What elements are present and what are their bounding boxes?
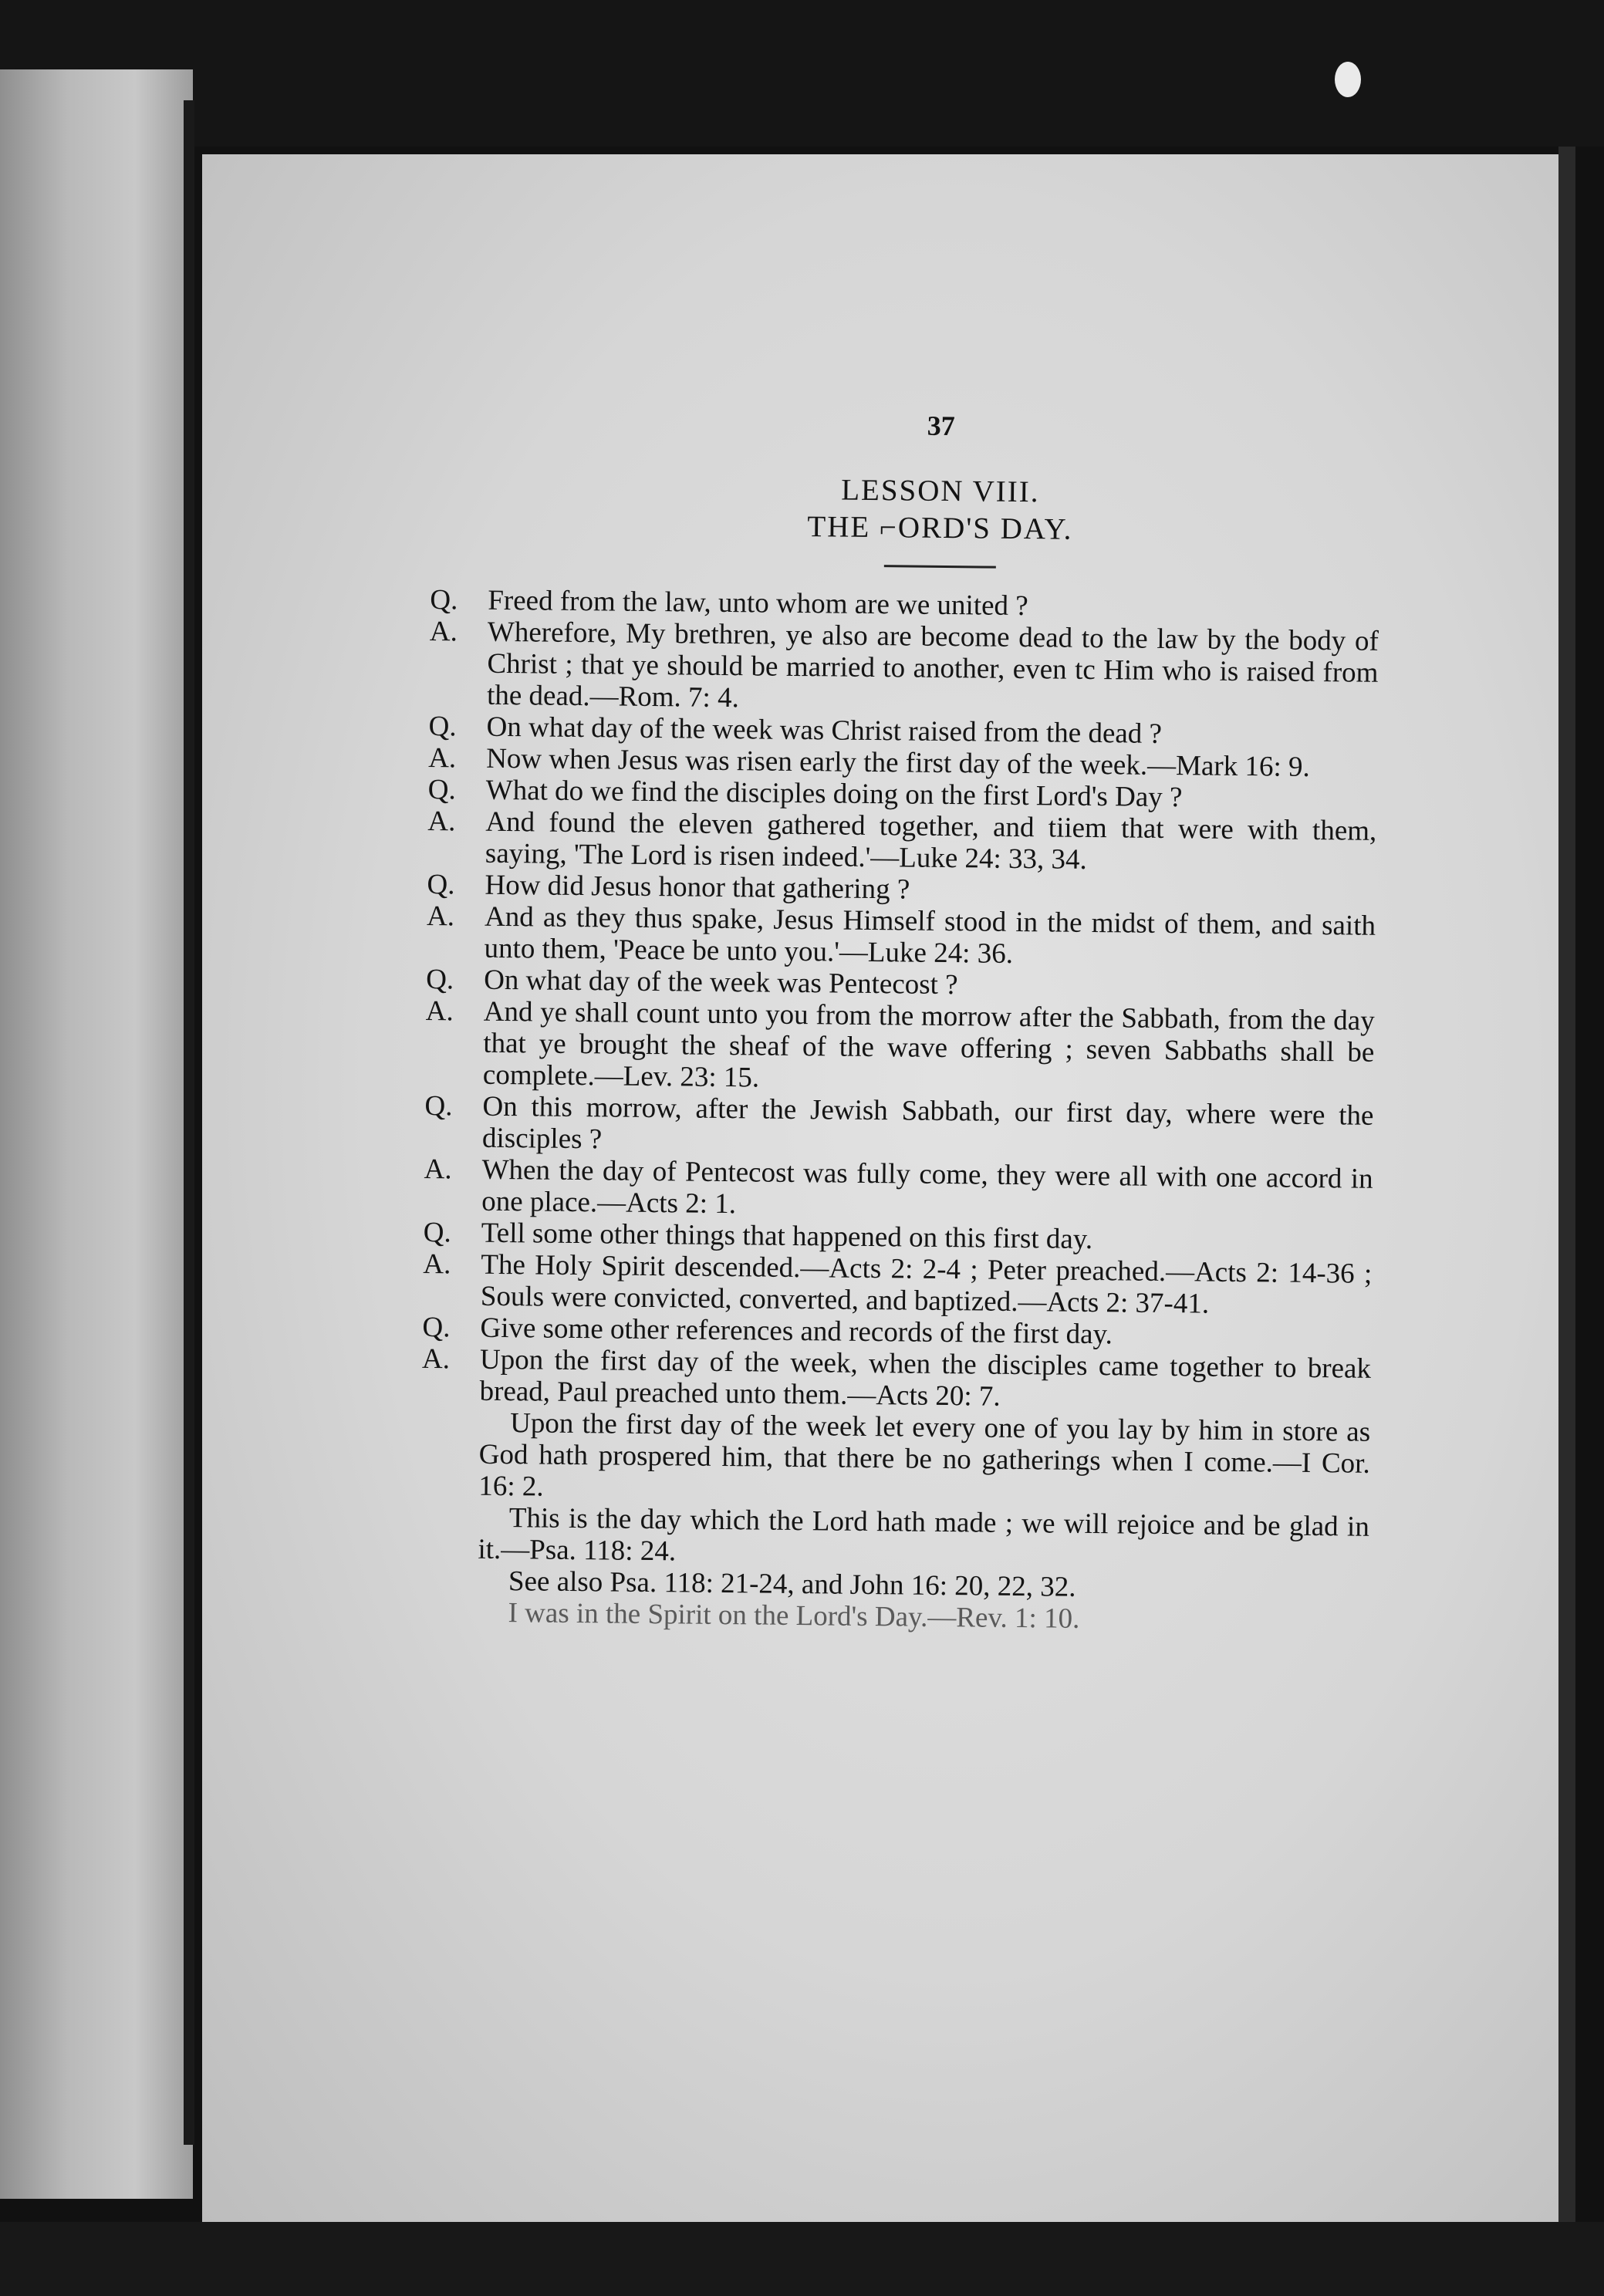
page-content bbox=[419, 405, 1381, 1638]
qa-label: Q. bbox=[422, 1311, 451, 1344]
qa-text: And ye shall count unto you from the morrow after the Sabbath, from the day that ye brought the sheaf of the wave offering ; seven Sabbaths shall be complete.—Lev. 23: 15. bbox=[482, 995, 1375, 1094]
qa-text: How did Jesus honor that gathering ? bbox=[485, 869, 910, 906]
reference-paragraph: Upon the first day of the week let every one of you lay by him in store as God hath prospered him, that there be no gatherings when I come.—I Cor. 16: 2. bbox=[478, 1407, 1371, 1503]
qa-text: Tell some other things that happened on this first day. bbox=[481, 1217, 1093, 1256]
qa-label: Q. bbox=[423, 1216, 451, 1249]
qa-text: Now when Jesus was risen early the first day of the week.—Mark 16: 9. bbox=[485, 742, 1310, 783]
page-number: 37 bbox=[927, 410, 955, 442]
bottom-border bbox=[0, 2222, 1604, 2296]
qa-text: What do we find the disciples doing on the first Lord's Day ? bbox=[485, 774, 1183, 814]
title-divider bbox=[883, 565, 995, 569]
qa-item bbox=[423, 1248, 1373, 1322]
qa-text: And found the eleven gathered together, and tiiem that were with them, saying, 'The Lord is risen indeed.'—Luke 24: 33, 34. bbox=[485, 805, 1377, 876]
qa-label: A. bbox=[425, 994, 454, 1028]
qa-text: When the day of Pentecost was fully come, they were all with one accord in one place.—Acts 2: 1. bbox=[481, 1153, 1373, 1221]
page-binding-shadow bbox=[184, 100, 194, 2145]
qa-label: A. bbox=[427, 741, 457, 775]
qa-label: A. bbox=[429, 615, 458, 648]
qa-text: Freed from the law, unto whom are we united ? bbox=[488, 584, 1028, 623]
lesson-title: LESSON VIII. bbox=[841, 473, 1040, 509]
previous-page-edge bbox=[0, 69, 193, 2199]
top-border bbox=[0, 0, 1604, 147]
qa-text: Give some other references and records of the first day. bbox=[480, 1312, 1113, 1351]
qa-list bbox=[421, 584, 1379, 1416]
qa-item bbox=[427, 805, 1377, 879]
qa-label: Q. bbox=[428, 710, 457, 743]
qa-item bbox=[421, 1343, 1371, 1416]
qa-item bbox=[429, 616, 1379, 721]
qa-label: Q. bbox=[424, 1089, 453, 1123]
qa-text: Upon the first day of the week, when the disciples came together to break bread, Paul preached unto them.—Acts 20: 7. bbox=[479, 1343, 1372, 1413]
qa-label: A. bbox=[421, 1342, 451, 1376]
page-right-shadow bbox=[1558, 147, 1575, 2230]
lesson-subtitle: THE ⌐ORD'S DAY. bbox=[807, 510, 1073, 546]
qa-text: And as they thus spake, Jesus Himself stood in the midst of them, and saith unto them, 'Peace be unto you.'—Luke 24: 36. bbox=[484, 900, 1376, 970]
qa-item bbox=[424, 1153, 1373, 1227]
qa-label: A. bbox=[426, 900, 455, 933]
qa-item bbox=[426, 900, 1376, 974]
qa-label: Q. bbox=[425, 963, 454, 996]
qa-text: On this morrow, after the Jewish Sabbath, our first day, where were the disciples ? bbox=[481, 1090, 1374, 1156]
reference-paragraph: I was in the Spirit on the Lord's Day.—Rev. 1: 10. bbox=[508, 1597, 1080, 1635]
qa-text: On what day of the week was Pentecost ? bbox=[483, 964, 958, 1001]
reference-paragraph: This is the day which the Lord hath made ; we will rejoice and be glad in it.—Psa. 118: 24. bbox=[478, 1502, 1370, 1568]
scan-spot bbox=[1335, 62, 1361, 97]
qa-text: Wherefore, My brethren, ye also are become dead to the law by the body of Christ ; that ye should be married to another, even tc Him who is raised from the dead.—Rom. 7: 4. bbox=[486, 616, 1379, 714]
qa-item bbox=[424, 1090, 1374, 1163]
qa-label: A. bbox=[427, 805, 456, 838]
qa-text: On what day of the week was Christ raised from the dead ? bbox=[486, 711, 1163, 750]
qa-label: Q. bbox=[430, 583, 458, 616]
reference-paragraph: See also Psa. 118: 21-24, and John 16: 20, 22, 32. bbox=[508, 1565, 1076, 1603]
qa-label: Q. bbox=[427, 773, 456, 806]
qa-label: A. bbox=[423, 1248, 451, 1281]
qa-text: The Holy Spirit descended.—Acts 2: 2-4 ; Peter preached.—Acts 2: 14-36 ; Souls were convicted, converted, and baptized.—Acts 2: 37-41. bbox=[480, 1248, 1373, 1320]
qa-label: Q. bbox=[427, 868, 455, 901]
qa-label: A. bbox=[424, 1153, 452, 1186]
qa-item bbox=[425, 995, 1375, 1100]
